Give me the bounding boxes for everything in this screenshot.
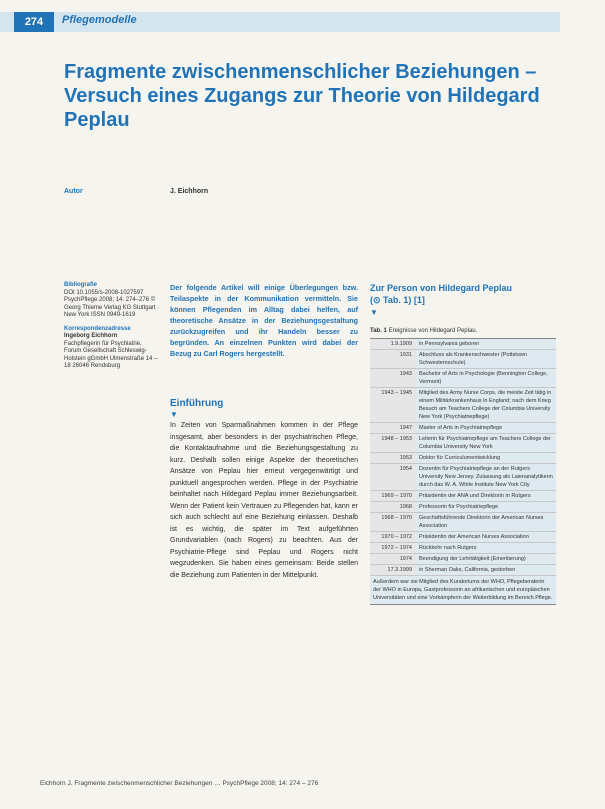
section-label: Pflegemodelle — [62, 14, 137, 26]
table-row — [370, 565, 556, 576]
author-name: J. Eichhorn — [170, 188, 209, 195]
table-row — [370, 453, 556, 464]
table-year-cell: 1969 – 1970 — [370, 491, 416, 501]
table-event-cell: in Sherman Oaks, California, gestorben — [416, 565, 556, 575]
table-event-cell: Master of Arts in Psychiatriepflege — [416, 423, 556, 433]
author-label: Autor — [64, 188, 83, 195]
bibliografie-text: DOI 10.1055/s-2008-1027597 PsychPflege 2008; 14: 274–276 © Georg Thieme Verlag KG Stuttgart · New York ISSN 0949-1619 — [64, 289, 160, 318]
table-row — [370, 543, 556, 554]
table-event-cell: Rückkehr nach Rutgers — [416, 543, 556, 553]
meta-column — [64, 282, 160, 371]
table-event-cell: Mitglied des Army Nurse Corps, die meiste Zeit tätig in einem Militärkrankenhaus in England; nach dem Krieg Besuch am Teachers College der Columbia University New York (Psychiatriepflege) — [416, 388, 556, 422]
zur-person-heading — [370, 282, 570, 306]
intro-text: Der folgende Artikel will einige Überlegungen bzw. Teilaspekte in der Kommunikation vermitteln. Sie können Pflegenden im Alltag dabei helfen, auf theoretische Ansätze in der Beziehungsgestaltung zurückzugreifen und ihr Handeln besser zu begründen. An einzelnen Punkten wird dabei der Bezug zu Carl Rogers hergestellt. — [170, 283, 358, 358]
zur-person-title: Zur Person von Hildegard Peplau — [370, 283, 513, 293]
korrespondenz-text: Fachpflegerin für Psychiatrie, Forum Gesellschaft Schleswig-Holstein gGmbH Ulmenstraße 14 – 18 26046 Rendsburg — [64, 340, 158, 369]
table-row — [370, 434, 556, 453]
table-row — [370, 388, 556, 423]
table-year-cell: 1968 – 1970 — [370, 513, 416, 531]
table-event-cell: Präsidentin der American Nurses Association — [416, 532, 556, 542]
table-year-cell: 1953 — [370, 453, 416, 463]
table-event-cell: Leiterin für Psychiatriepflege am Teachers College der Columbia University New York — [416, 434, 556, 452]
table-event-cell: Abschluss als Krankenschwester (Pottstown Schwesternschule) — [416, 350, 556, 368]
table-row — [370, 532, 556, 543]
table-event-cell: Professorin für Psychiatriepflege — [416, 502, 556, 512]
footer-citation: Eichhorn J. Fragmente zwischenmenschlicher Beziehungen … PsychPflege 2008; 14: 274 – 276 — [40, 780, 319, 787]
table-row — [370, 350, 556, 369]
table-row — [370, 491, 556, 502]
table-year-cell: 1948 – 1953 — [370, 434, 416, 452]
table-year-cell: 1943 – 1945 — [370, 388, 416, 422]
triangle-down-icon: ▼ — [370, 308, 378, 317]
table-caption — [370, 328, 477, 334]
table-row — [370, 554, 556, 565]
korrespondenz-name: Ingeborg Eichhorn — [64, 333, 118, 339]
table-year-cell: 1.9.1909 — [370, 339, 416, 349]
table-row — [370, 423, 556, 434]
table-row — [370, 502, 556, 513]
events-table — [370, 338, 556, 605]
table-year-cell: 1974 — [370, 554, 416, 564]
korrespondenz-label: Korrespondenzadresse — [64, 325, 131, 332]
table-event-cell: in Pennsylvania geboren — [416, 339, 556, 349]
table-caption-text: Ereignisse von Hildegard Peplau. — [388, 328, 478, 334]
table-event-cell: Geschäftsführende Direktorin der American Nurses Association — [416, 513, 556, 531]
table-year-cell: 1954 — [370, 464, 416, 490]
table-year-cell: 1943 — [370, 369, 416, 387]
table-year-cell: 1970 – 1972 — [370, 532, 416, 542]
table-event-cell: Dozentin für Psychiatriepflege an der Rutgers University New Jersey. Zulassung als Laienanalytikerin durch das W. A. White Institute New York City — [416, 464, 556, 490]
triangle-down-icon: ▼ — [170, 410, 178, 419]
table-row — [370, 464, 556, 491]
table-year-cell: 1931 — [370, 350, 416, 368]
table-year-cell: 17.3.1999 — [370, 565, 416, 575]
table-year-cell: 1972 – 1974 — [370, 543, 416, 553]
table-row — [370, 339, 556, 350]
page-number: 274 — [14, 12, 54, 32]
table-year-cell: 1968 — [370, 502, 416, 512]
zur-person-ref: (⊙ Tab. 1) [1] — [370, 295, 425, 305]
table-caption-label: Tab. 1 — [370, 328, 387, 334]
einfuehrung-heading: Einführung — [170, 398, 224, 409]
table-event-cell: Doktor für Curriculumentwicklung — [416, 453, 556, 463]
bibliografie-label: Bibliografie — [64, 282, 98, 288]
table-note: Außerdem war sie Mitglied des Kuratoriums der WHO, Pflegeberaterin der WHO in Europa, Gastprofessorin an afrikanischen und europäischen Universitäten und eine Vorkämpferin der Weiterbildung im Bereich Pflege. — [370, 576, 556, 605]
table-event-cell: Beendigung der Lehrtätigkeit (Emeritierung) — [416, 554, 556, 564]
article-title: Fragmente zwischenmenschlicher Beziehungen – Versuch eines Zugangs zur Theorie von Hildegard Peplau — [64, 61, 540, 131]
einfuehrung-text: In Zeiten von Sparmaßnahmen kommen in der Pflege insgesamt, aber besonders in der psychiatrischen Pflege, die Kontaktaufnahme und die Beziehungsgestaltung zu kurz. Deshalb sollen einige Aspekte der theoretischen Ansätze von Peplau hier erneut vergegenwärtigt und punktuell angesprochen werden. Pflege in der Psychiatrie beinhaltet nach Hildegard Peplau immer Beziehungsarbeit. Wenn der Patient kein Vertrauen zu Pflegenden hat, kann er sich auch schlecht auf eine Beziehung einlassen. Deshalb ist es wichtig, die später im Text aufgeführten Grundvariablen (nach Rogers) zu beachten. Aus der Psychiatrie-Pflege sind Peplau und Rogers nicht wegzudenken. Sie haben eines gemeinsam: Beide stellen die Beziehung zum Patienten in der Mittelpunkt. — [170, 422, 358, 579]
table-row — [370, 369, 556, 388]
table-event-cell: Bachelor of Arts in Psychologie (Bennington College, Vermont) — [416, 369, 556, 387]
table-event-cell: Präsidentin der ANA und Direktorin in Rutgers — [416, 491, 556, 501]
table-year-cell: 1947 — [370, 423, 416, 433]
table-row — [370, 513, 556, 532]
